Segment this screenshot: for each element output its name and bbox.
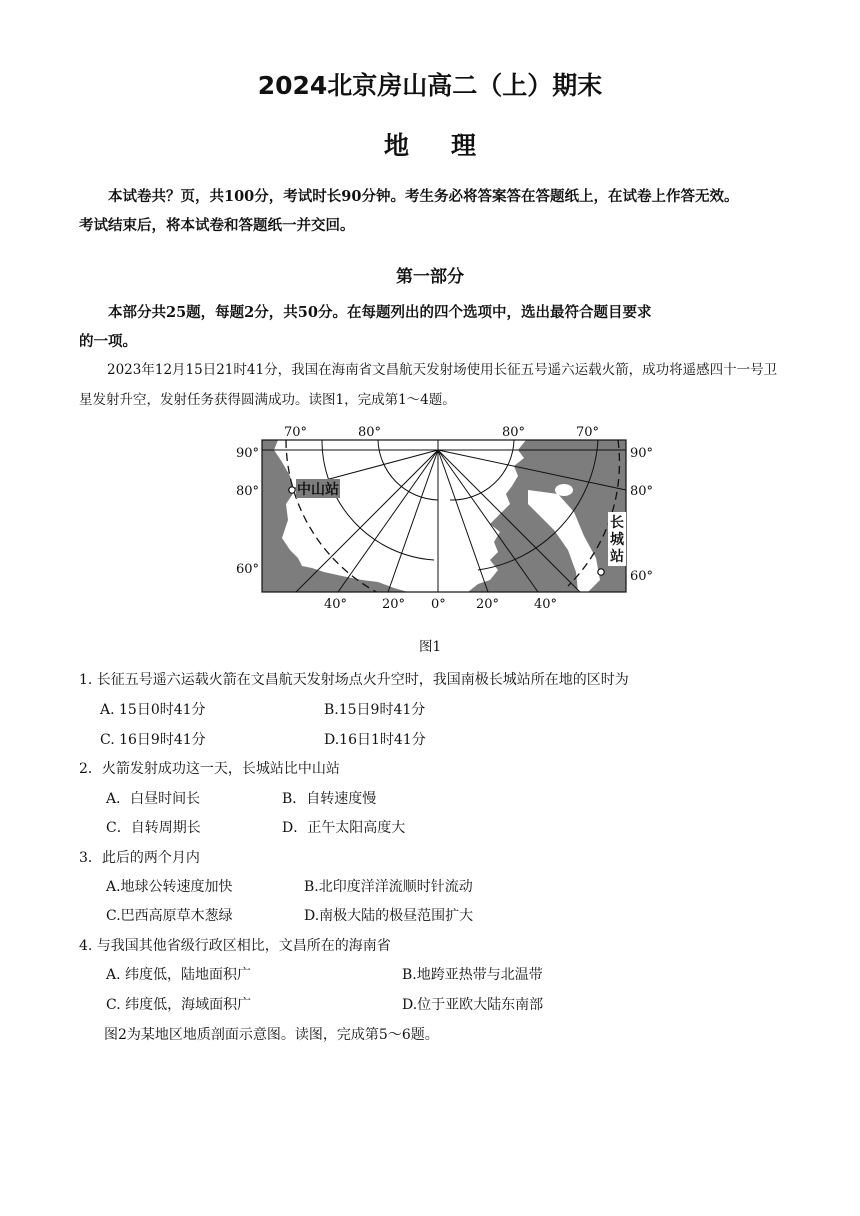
- changcheng-station-marker: [598, 569, 604, 575]
- bottom-label: 40°: [534, 597, 558, 612]
- part-heading: 第一部分: [396, 267, 464, 287]
- question-4-option-b[interactable]: B.地跨亚热带与北温带: [402, 967, 543, 983]
- bottom-label: 20°: [382, 597, 406, 612]
- question-3-option-b[interactable]: B.北印度洋洋流顺时针流动: [304, 879, 473, 895]
- question-4-option-c[interactable]: C. 纬度低，海域面积广: [106, 997, 252, 1013]
- changcheng-station-label-1: 长: [610, 515, 624, 531]
- part-description-line-1: 本部分共25题，每题2分，共50分。在每题列出的四个选项中，选出最符合题目要求: [108, 304, 652, 321]
- top-label: 70°: [576, 425, 600, 440]
- changcheng-station-label-3: 站: [610, 549, 624, 565]
- left-label: 90°: [236, 446, 260, 461]
- changcheng-station-label-2: 城: [610, 532, 624, 548]
- left-label: 60°: [236, 562, 260, 577]
- zhongshan-station-marker: [289, 487, 295, 493]
- exam-title: 2024北京房山高二（上）期末: [257, 71, 603, 100]
- question-3-stem: 3．此后的两个月内: [79, 850, 200, 866]
- question-3-option-c[interactable]: C.巴西高原草木葱绿: [106, 908, 233, 924]
- question-2-option-b[interactable]: B．自转速度慢: [282, 791, 377, 807]
- bottom-label: 0°: [431, 597, 446, 612]
- question-2-option-d[interactable]: D．正午太阳高度大: [282, 820, 406, 836]
- right-label: 80°: [630, 484, 654, 499]
- right-label: 90°: [630, 446, 654, 461]
- antarctica-map-svg: [228, 420, 654, 616]
- figure-1-map: [228, 420, 654, 616]
- question-1-option-d[interactable]: D.16日1时41分: [324, 732, 426, 748]
- question-3-option-d[interactable]: D.南极大陆的极昼范围扩大: [304, 908, 474, 924]
- top-label: 80°: [502, 425, 526, 440]
- question-3-option-a[interactable]: A.地球公转速度加快: [106, 879, 233, 895]
- bottom-label: 20°: [476, 597, 500, 612]
- part-description-line-2: 的一项。: [79, 333, 137, 350]
- left-label: 80°: [236, 484, 260, 499]
- question-1-option-b[interactable]: B.15日9时41分: [324, 702, 426, 718]
- question-4-option-a[interactable]: A. 纬度低，陆地面积广: [106, 967, 252, 983]
- instructions-line-2: 考试结束后，将本试卷和答题纸一并交回。: [79, 217, 355, 234]
- exam-instructions: [79, 182, 784, 240]
- top-label: 70°: [284, 425, 308, 440]
- instructions-line-1: 本试卷共？页，共100分，考试时长90分钟。考生务必将答案答在答题纸上，在试卷上作答无效。: [108, 188, 739, 205]
- part-description: [79, 298, 719, 356]
- zhongshan-station-label: 中山站: [297, 482, 339, 498]
- question-1-stem: 1. 长征五号遥六运载火箭在文昌航天发射场点火升空时，我国南极长城站所在地的区时为: [79, 672, 629, 688]
- top-label: 80°: [358, 425, 382, 440]
- question-4-stem: 4. 与我国其他省级行政区相比，文昌所在的海南省: [79, 938, 391, 954]
- question-2-option-a[interactable]: A．白昼时间长: [106, 791, 201, 807]
- question-context-1-4: 2023年12月15日21时41分，我国在海南省文昌航天发射场使用长征五号遥六运载火箭，成功将遥感四十一号卫星发射升空，发射任务获得圆满成功。读图1，完成第1～4题。: [79, 362, 778, 408]
- bottom-label: 40°: [324, 597, 348, 612]
- right-label: 60°: [630, 569, 654, 584]
- question-context-5-6: 图2为某地区地质剖面示意图。读图，完成第5～6题。: [104, 1027, 439, 1043]
- question-1-option-c[interactable]: C. 16日9时41分: [100, 732, 206, 748]
- subject-title: 地理: [383, 131, 518, 160]
- question-2-option-c[interactable]: C．自转周期长: [106, 820, 201, 836]
- question-4-option-d[interactable]: D.位于亚欧大陆东南部: [402, 997, 544, 1013]
- question-2-stem: 2．火箭发射成功这一天，长城站比中山站: [79, 761, 340, 777]
- question-1-option-a[interactable]: A. 15日0时41分: [100, 702, 206, 718]
- figure-1-caption: 图1: [418, 639, 442, 655]
